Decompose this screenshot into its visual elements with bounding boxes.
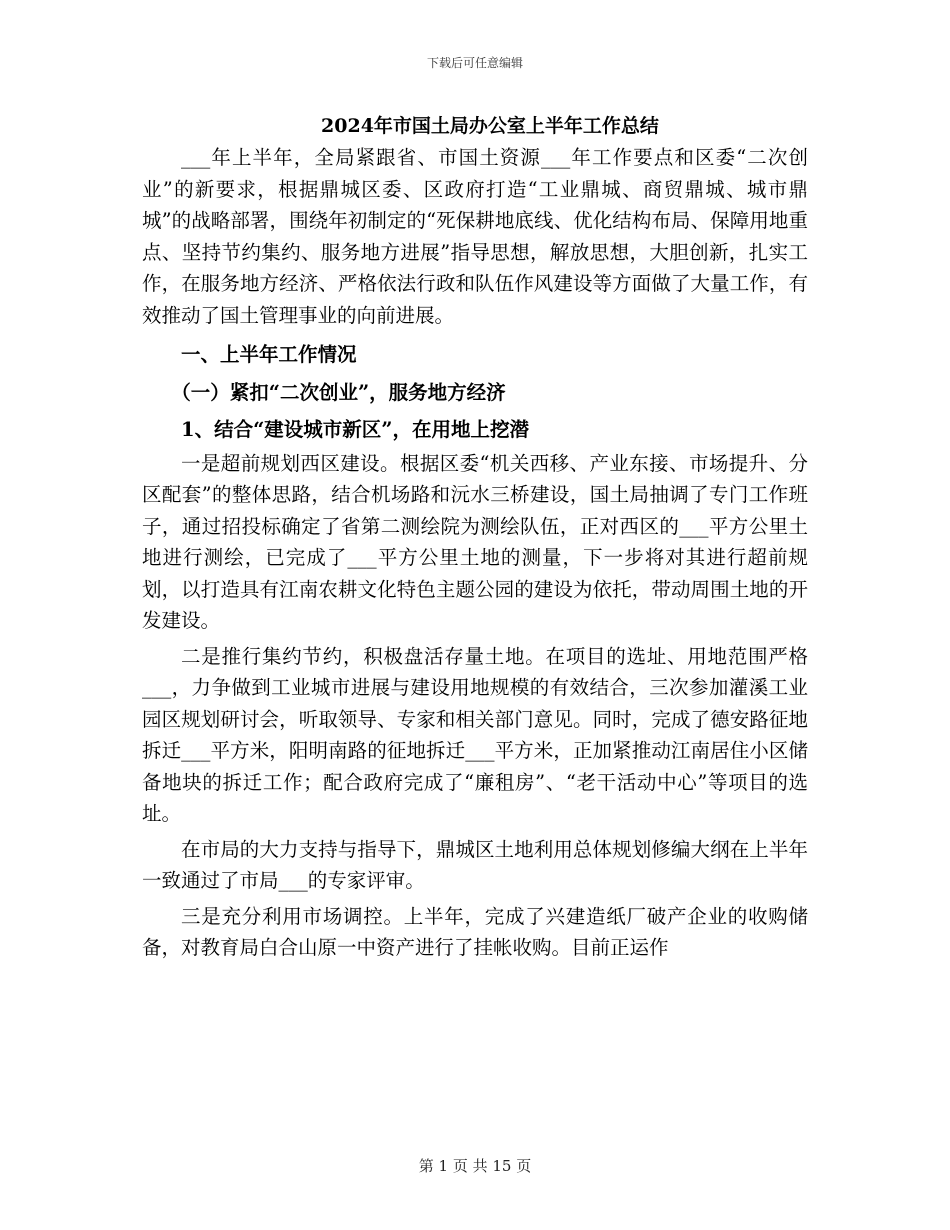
paragraph-market-regulation: 三是充分利用市场调控。上半年，完成了兴建造纸厂破产企业的收购储备，对教育局白合山原一中资产进行了挂帐收购。目前正运作: [142, 904, 808, 959]
document-body: [142, 110, 808, 964]
section-heading-1-1: （一）紧扣“二次创业”，服务地方经济: [171, 380, 506, 404]
paragraph-planning-review: 在市局的大力支持与指导下，鼎城区土地利用总体规划修编大纲在上半年一致通过了市局___的专家评审。: [142, 837, 808, 892]
paragraph-west-district: 一是超前规划西区建设。根据区委“机关西移、产业东接、市场提升、分区配套”的整体思路，结合机场路和沅水三桥建设，国土局抽调了专门工作班子，通过招投标确定了省第二测绘院为测绘队伍，正对西区的___平方公里土地进行测绘，已完成了___平方公里土地的测量，下一步将对其进行超前规划，以打造具有江南农耕文化特色主题公园的建设为依托，带动周围土地的开发建设。: [142, 451, 808, 632]
header-note: 下载后可任意编辑: [426, 56, 523, 70]
document-title: 2024年市国土局办公室上半年工作总结: [321, 115, 659, 137]
paragraph-land-saving: 二是推行集约节约，积极盘活存量土地。在项目的选址、用地范围严格___，力争做到工业城市进展与建设用地规模的有效结合，三次参加灌溪工业园区规划研讨会，听取领导、专家和相关部门意见。同时，完成了德安路征地拆迁___平方米，阳明南路的征地拆迁___平方米，正加紧推动江南居住小区储备地块的拆迁工作；配合政府完成了“廉租房”、“老干活动中心”等项目的选址。: [142, 644, 808, 825]
section-heading-1-1-1: 1、结合“建设城市新区”，在用地上挖潜: [181, 418, 530, 441]
paragraph-intro: ___年上半年，全局紧跟省、市国土资源___年工作要点和区委“二次创业”的新要求，根据鼎城区委、区政府打造“工业鼎城、商贸鼎城、城市鼎城”的战略部署，围绕年初制定的“死保耕地底线、优化结构布局、保障用地重点、坚持节约集约、服务地方进展”指导思想，解放思想，大胆创新，扎实工作，在服务地方经济、严格依法行政和队伍作风建设等方面做了大量工作，有效推动了国土管理事业的向前进展。: [142, 146, 808, 327]
page-footer: 第 1 页 共 15 页: [418, 1157, 532, 1175]
section-heading-1: 一、上半年工作情况: [181, 343, 357, 366]
